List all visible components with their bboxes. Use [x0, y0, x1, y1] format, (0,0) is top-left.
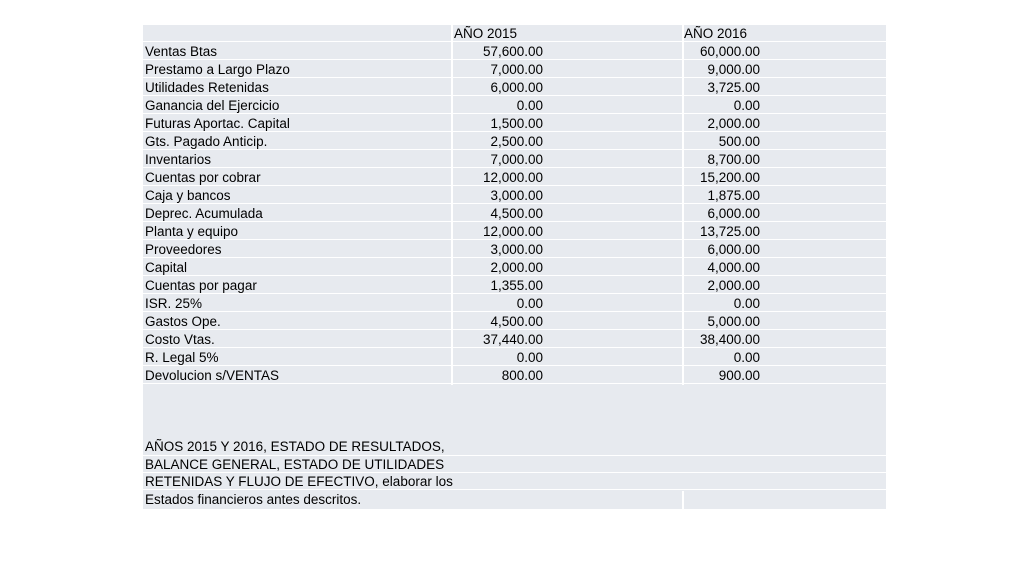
value-2015-cell	[453, 61, 682, 78]
row-label: Costo Vtas.	[145, 332, 215, 347]
value-2015-cell	[453, 259, 682, 276]
table-row	[143, 151, 886, 168]
table-row	[143, 313, 886, 330]
table-row	[143, 223, 886, 240]
value-2016: 3,725.00	[707, 80, 760, 95]
value-2015-cell	[453, 367, 682, 384]
table-row	[143, 43, 886, 60]
value-2015: 1,355.00	[490, 278, 543, 293]
table-row	[143, 277, 886, 294]
row-label: Ventas Btas	[145, 44, 218, 59]
value-2015-cell	[453, 277, 682, 294]
instruction-line-4: Estados financieros antes descritos.	[145, 492, 362, 507]
value-2016-cell	[684, 43, 886, 60]
value-2016-cell	[684, 331, 886, 348]
value-2016-cell	[684, 367, 886, 384]
table-row	[143, 97, 886, 114]
header-year-2015	[454, 25, 683, 42]
value-2016-cell	[684, 79, 886, 96]
table-row	[143, 259, 886, 276]
header-year-2016-text: AÑO 2016	[684, 26, 748, 41]
row-label: Proveedores	[145, 242, 222, 257]
value-2015-cell	[453, 43, 682, 60]
column-divider	[682, 491, 684, 509]
row-label: Gastos Ope.	[145, 314, 221, 329]
value-2016-cell	[684, 169, 886, 186]
blank-cell-block	[143, 385, 886, 456]
table-row	[143, 79, 886, 96]
value-2015-cell	[453, 205, 682, 222]
value-2016-cell	[684, 187, 886, 204]
value-2015: 0.00	[516, 296, 543, 311]
value-2016-cell	[684, 349, 886, 366]
header-year-2016	[684, 25, 886, 42]
value-2015: 800.00	[501, 368, 543, 383]
row-label: Cuentas por cobrar	[145, 170, 261, 185]
value-2015: 12,000.00	[482, 170, 543, 185]
value-2015: 2,000.00	[490, 260, 543, 275]
value-2016-cell	[684, 205, 886, 222]
row-label: Cuentas por pagar	[145, 278, 257, 293]
value-2015-cell	[453, 241, 682, 258]
row-label: Planta y equipo	[145, 224, 239, 239]
table-row	[143, 133, 886, 150]
value-2015-cell	[453, 295, 682, 312]
value-2016-cell	[684, 97, 886, 114]
value-2015: 7,000.00	[490, 62, 543, 77]
column-divider	[682, 25, 684, 385]
value-2016-cell	[684, 151, 886, 168]
instruction-line-3: RETENIDAS Y FLUJO DE EFECTIVO, elaborar los	[145, 474, 453, 489]
value-2015: 1,500.00	[490, 116, 543, 131]
value-2016-cell	[684, 241, 886, 258]
value-2016: 500.00	[718, 134, 760, 149]
value-2015-cell	[453, 223, 682, 240]
row-label: ISR. 25%	[145, 296, 203, 311]
table-row	[143, 115, 886, 132]
table-row	[143, 331, 886, 348]
value-2015-cell	[453, 331, 682, 348]
value-2016-cell	[684, 133, 886, 150]
value-2016: 0.00	[733, 350, 760, 365]
row-label: Ganancia del Ejercicio	[145, 98, 280, 113]
row-label: Deprec. Acumulada	[145, 206, 263, 221]
row-label: Utilidades Retenidas	[145, 80, 269, 95]
instruction-row	[143, 456, 886, 473]
value-2016-cell	[684, 313, 886, 330]
value-2016: 6,000.00	[707, 206, 760, 221]
value-2016: 15,200.00	[699, 170, 760, 185]
value-2015-cell	[453, 115, 682, 132]
value-2016: 13,725.00	[699, 224, 760, 239]
value-2015: 3,000.00	[490, 242, 543, 257]
table-row	[143, 61, 886, 78]
value-2015: 37,440.00	[482, 332, 543, 347]
value-2015: 2,500.00	[490, 134, 543, 149]
table-row	[143, 295, 886, 312]
value-2016: 0.00	[733, 98, 760, 113]
row-label: Futuras Aportac. Capital	[145, 116, 290, 131]
row-label: Prestamo a Largo Plazo	[145, 62, 290, 77]
value-2015-cell	[453, 169, 682, 186]
row-label: Gts. Pagado Anticip.	[145, 134, 268, 149]
value-2015: 57,600.00	[482, 44, 543, 59]
row-label: Devolucion s/VENTAS	[145, 368, 280, 383]
financial-data-table	[143, 25, 886, 509]
instruction-line-1: AÑOS 2015 Y 2016, ESTADO DE RESULTADOS,	[145, 439, 445, 454]
instruction-row	[143, 491, 886, 509]
header-label-cell	[145, 25, 451, 42]
value-2015: 0.00	[516, 350, 543, 365]
value-2015-cell	[453, 187, 682, 204]
value-2016-cell	[684, 61, 886, 78]
value-2015: 3,000.00	[490, 188, 543, 203]
value-2016: 2,000.00	[707, 116, 760, 131]
value-2016: 4,000.00	[707, 260, 760, 275]
table-row	[143, 205, 886, 222]
value-2016: 1,875.00	[707, 188, 760, 203]
table-row	[143, 367, 886, 384]
value-2016: 5,000.00	[707, 314, 760, 329]
value-2016: 2,000.00	[707, 278, 760, 293]
value-2016-cell	[684, 277, 886, 294]
row-label: Capital	[145, 260, 188, 275]
table-row	[143, 187, 886, 204]
value-2016: 60,000.00	[699, 44, 760, 59]
value-2016-cell	[684, 223, 886, 240]
value-2015: 4,500.00	[490, 206, 543, 221]
value-2015: 6,000.00	[490, 80, 543, 95]
value-2015-cell	[453, 97, 682, 114]
value-2016: 900.00	[718, 368, 760, 383]
value-2016: 0.00	[733, 296, 760, 311]
value-2015-cell	[453, 349, 682, 366]
header-year-2015-text: AÑO 2015	[454, 26, 518, 41]
value-2015-cell	[453, 79, 682, 96]
value-2015: 0.00	[516, 98, 543, 113]
value-2016-cell	[684, 295, 886, 312]
value-2016: 8,700.00	[707, 152, 760, 167]
row-label: R. Legal 5%	[145, 350, 219, 365]
value-2015: 12,000.00	[482, 224, 543, 239]
value-2016: 6,000.00	[707, 242, 760, 257]
table-row	[143, 169, 886, 186]
table-header-row	[143, 25, 886, 42]
table-row	[143, 349, 886, 366]
instruction-row	[143, 473, 886, 490]
table-row	[143, 241, 886, 258]
value-2015-cell	[453, 313, 682, 330]
value-2015: 4,500.00	[490, 314, 543, 329]
row-label: Inventarios	[145, 152, 212, 167]
value-2015: 7,000.00	[490, 152, 543, 167]
value-2015-cell	[453, 151, 682, 168]
value-2016-cell	[684, 115, 886, 132]
column-divider	[451, 25, 453, 385]
value-2016: 9,000.00	[707, 62, 760, 77]
value-2015-cell	[453, 133, 682, 150]
value-2016-cell	[684, 259, 886, 276]
value-2016: 38,400.00	[699, 332, 760, 347]
instruction-line-2: BALANCE GENERAL, ESTADO DE UTILIDADES	[145, 457, 445, 472]
row-label: Caja y bancos	[145, 188, 231, 203]
